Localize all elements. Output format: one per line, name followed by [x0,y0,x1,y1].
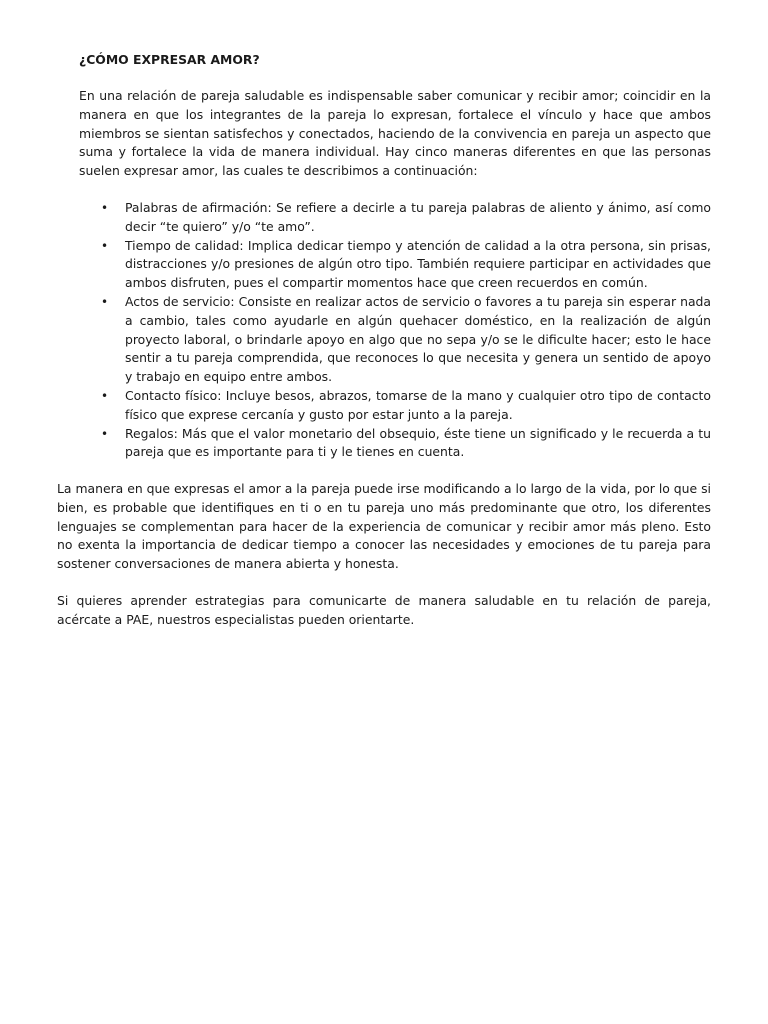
list-item-text: Tiempo de calidad: Implica dedicar tiempo y atención de calidad a la otra persona, sin prisas, distracciones y/o presiones de algún otro tipo. También requiere participar en actividades que ambos disfruten, pues el compartir momentos hace que creen recuerdos en común. [125,237,711,291]
bullet-icon: • [101,294,109,309]
list-item [79,387,711,425]
list-item-text: Contacto físico: Incluye besos, abrazos, tomarse de la mano y cualquier otro tipo de contacto físico que exprese cercanía y gusto por estar junto a la pareja. [125,387,711,422]
bullet-icon: • [101,426,109,441]
list-item [79,425,711,463]
bullet-icon: • [101,388,109,403]
bullet-icon: • [101,238,109,253]
list-item-text: Actos de servicio: Consiste en realizar actos de servicio o favores a tu pareja sin esperar nada a cambio, tales como ayudarle en algún quehacer doméstico, en la realización de algún proyecto laboral, o brindarle apoyo en algo que no sepa y/o se le dificulte hacer; esto le hace sentir a tu pareja comprendida, que reconoces lo que necesita y genera un sentido de apoyo y trabajo en equipo entre ambos. [125,293,711,385]
intro-paragraph: En una relación de pareja saludable es indispensable saber comunicar y recibir amor; coincidir en la manera en que los integrantes de la pareja lo expresan, fortalece el vínculo y hace que ambos miembros se sientan satisfechos y conectados, haciendo de la convivencia en pareja un aspecto que suma y fortalece la vida de manera individual. Hay cinco maneras diferentes en que las personas suelen expresar amor, las cuales te describimos a continuación: [79,88,711,179]
list-item-text: Regalos: Más que el valor monetario del obsequio, éste tiene un significado y le recuerda a tu pareja que es importante para ti y le tienes en cuenta. [125,425,711,460]
list-item [79,237,711,293]
bullet-icon: • [101,201,109,215]
body-paragraph-2: La manera en que expresas el amor a la pareja puede irse modificando a lo largo de la vida, por lo que si bien, es probable que identifiques en ti o en tu pareja uno más predominante que otro, los diferentes lenguajes se complementan para hacer de la experiencia de comunicar y recibir amor más pleno. Esto no exenta la importancia de dedicar tiempo a conocer las necesidades y emociones de tu pareja para sostener conversaciones de manera abierta y honesta. [57,481,711,572]
body-paragraph-3: Si quieres aprender estrategias para comunicarte de manera saludable en tu relación de pareja, acércate a PAE, nuestros especialistas pueden orientarte. [57,593,711,627]
list-item-text: Palabras de afirmación: Se refiere a decirle a tu pareja palabras de aliento y ánimo, así como decir “te quiero” y/o “te amo”. [125,200,711,234]
document-title: ¿CÓMO EXPRESAR AMOR? [79,52,260,67]
list-item [79,199,711,237]
list-item [79,293,711,387]
love-languages-list [79,199,711,462]
